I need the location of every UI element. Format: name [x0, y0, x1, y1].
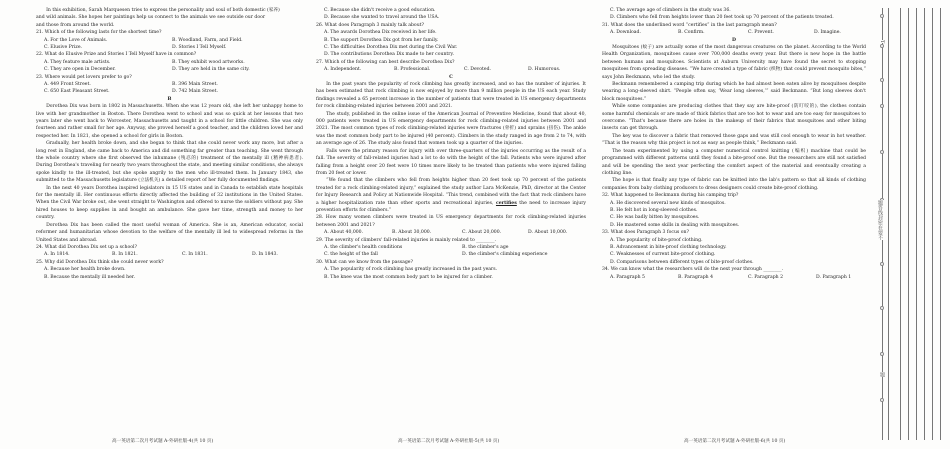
question-32: 32. What happened to Beckmann during his camping trip? [602, 193, 739, 199]
option-29b[interactable]: B. the climber's age [462, 244, 509, 250]
option-30d[interactable]: D. Climbers who fell from heights lower than 20 feet took up 70 percent of the patients treated. [610, 15, 834, 21]
option-33d[interactable]: D. Comparisons between different types of bite-proof clothes. [610, 259, 754, 265]
option-30b[interactable]: B. The knee was the most common body part to be injured for a climber. [324, 274, 493, 280]
binding-hole [880, 14, 884, 18]
seal-line-7 [932, 8, 933, 440]
option-21a[interactable]: A. For the Love of Animals. [44, 37, 108, 43]
question-24-options [36, 251, 303, 258]
passage-b-paragraph-3: In the next 40 years Dorothea inspired legislators in 15 US states and in Canada to establish state hospitals for the mentally ill. Her continuous efforts directly affected the building of 32 institutions in the United States. When the Civil War broke out, she went straight to Washington and offered to nurse the soldiers without pay. She hired houses to keep supplies in and bought an ambulance. She gave her time, strength and money to her country. [36, 185, 303, 221]
passage-b-paragraph-2: Gradually, her health broke down, and she began to think that she could never work any more, but after a long rest in England, she came back to America and did something far greater than teaching. She went through the whole country where she first observed the inhumane (残忍的) treatment of the mentally ill (精神病患者). During Dorothea's traveling for nearly two years throughout the state, and meeting similar conditions, she always spoke kindly to the ill-treated, but she spoke angrily to the men who ill-treated them. In January 1843, she submitted to the Massachusetts legislature (立法机关) a detailed report of her fully documented findings. [36, 141, 303, 184]
option-30c[interactable]: C. The average age of climbers in the study was 36. [610, 8, 731, 13]
column-page-4 [36, 7, 303, 281]
option-21c[interactable]: C. Elusive Prize. [44, 45, 83, 51]
question-28-options [316, 229, 586, 236]
option-25c[interactable]: C. Because she didn't receive a good education. [324, 8, 436, 13]
question-26: 26. What does Paragraph 3 mainly talk about? [316, 22, 424, 28]
option-28b[interactable]: B. About 30,000. [392, 230, 432, 236]
option-24c[interactable]: C. In 1831. [182, 252, 208, 258]
option-22a[interactable]: A. They feature male artists. [44, 59, 111, 65]
passage-d-paragraph-1: Mosquitoes (蚊子) are actually some of the most dangerous creatures on the planet. According to the World Health Organization, mosquitoes cause over 700,000 deaths every year. But there is new hope in the battle between humans and mosquitoes. Scientists at Auburn University may have found the secret to stopping mosquitoes from spreading diseases. “We have created a type of fabric (织物) that could prevent mosquito bites,” says John Beckmann, who led the study. [602, 45, 866, 80]
column-page-6 [602, 7, 866, 281]
option-21b[interactable]: B. Woodland, Farm, and Field. [172, 37, 243, 43]
option-23b[interactable]: B. 396 Main Street. [172, 82, 218, 87]
option-25a[interactable]: A. Because her health broke down. [44, 267, 126, 273]
option-32c[interactable]: C. He was badly bitten by mosquitoes. [610, 215, 700, 221]
question-23-options-row1 [36, 81, 303, 88]
option-33c[interactable]: C. Weaknesses of current bite-proof clothing. [610, 252, 716, 258]
option-28c[interactable]: C. About 20,000. [462, 230, 502, 236]
passage-b-paragraph-4: Dorothea Dix has been called the most useful woman of America. She is an, American educator, social reformer and humanitarian whose devotion to the welfare of the mentally ill led to widespread reforms in the United States and abroad. [36, 222, 303, 243]
option-23a[interactable]: A. 449 Front Street. [44, 82, 91, 87]
binding-mark-top: T [879, 40, 885, 44]
seal-line-5 [916, 8, 917, 440]
option-27a[interactable]: A. Independent. [324, 67, 362, 73]
question-27-options [316, 66, 586, 73]
underlined-word-certifies: certifies [495, 200, 517, 206]
option-27d[interactable]: D. Humorous. [528, 67, 561, 73]
option-28a[interactable]: A. About 40,000. [324, 230, 364, 236]
option-34b[interactable]: B. Paragraph 4 [678, 274, 714, 280]
page-footer-5: 高一英语第二次月考试题 A-外研社版-5(共 10 页) [398, 439, 500, 444]
option-26a[interactable]: A. The awards Dorothea Dix received in her life. [324, 30, 437, 36]
quote-part-2: the need to increase injury prevention efforts for climbers.” [316, 200, 586, 213]
option-25b[interactable]: B. Because the mentally ill needed her. [44, 274, 135, 280]
option-32a[interactable]: A. He discovered several new kinds of mosquitos. [610, 200, 726, 206]
option-34c[interactable]: C. Paragraph 2 [748, 274, 783, 280]
binding-hole [880, 104, 884, 108]
option-31b[interactable]: B. Confirm. [678, 30, 705, 36]
seal-line-8 [940, 8, 941, 440]
option-29c[interactable]: C. the height of the fall [324, 252, 378, 258]
binding-hole [880, 78, 884, 82]
question-29: 29. The severity of climbers' fall-related injuries is mainly related to ________. [316, 237, 497, 243]
column-page-5 [316, 7, 586, 281]
seal-line-4 [908, 8, 909, 440]
option-26c[interactable]: C. The difficulties Dorothea Dix met during the Civil War. [324, 45, 458, 51]
option-30a[interactable]: A. The popularity of rock climbing has greatly increased in the past years. [324, 267, 498, 273]
question-30: 30. What can we know from the passage? [316, 259, 413, 265]
intro-line-2: and wild animals. She hopes her paintings help us connect to the animals we see outside our door [36, 15, 266, 21]
page-footer-6: 高一英语第二次月考试题 A-外研社版-6(共 10 页) [684, 439, 786, 444]
question-31-options [602, 29, 866, 36]
option-26d[interactable]: D. The contributions Dorothea Dix made to her country. [324, 52, 454, 58]
option-22b[interactable]: B. They exhibit wood artworks. [172, 59, 245, 65]
question-23: 23. Where would pet lovers prefer to go? [36, 74, 132, 80]
passage-d-paragraph-3: While some companies are producing clothes that they say are bite-proof (防叮咬的), the clothes contain some harmful chemicals or are made of thick fabrics that are too hot to wear and are too easy for mosquitoes to overcome. “That's because there are holes in the makeup of their fabrics that mosquitoes and other biting insects can get through. [602, 104, 866, 132]
option-24a[interactable]: A. In 1814. [44, 252, 70, 258]
question-21-options-row1 [36, 37, 303, 44]
section-d-heading: D [732, 37, 736, 43]
passage-d-paragraph-5: The team experimented by using a computer numerical control knitting (编织) machine that could be programmed with different patterns until they found a bite-proof one. But the researchers are still not satisfied and will be spending the next year perfecting the comfort aspect of the material and eventually creating a clothing line. [602, 148, 866, 176]
question-24: 24. What did Dorothea Dix set up a school? [36, 244, 137, 250]
binding-hole [880, 150, 884, 154]
option-23c[interactable]: C. 650 East Pleasant Street. [44, 89, 110, 95]
seal-line-3 [900, 8, 901, 440]
passage-c-paragraph-2: The study, published in the online issue of the American Journal of Preventive Medicine, found that about 40, 000 patients were treated in US emergency departments for rock climbing-related injuries between 2001 and 2021. The most common types of rock climbing-related injuries were fractures (骨折) and sprains (扭伤). The ankle was the most common body part to be injured (40 percent). Climbers in the study ranged in age from 2 to 74, with an average age of 26. The study also found that women took up a quarter of the injuries. [316, 111, 586, 147]
question-21-options-row2 [36, 44, 303, 51]
option-31a[interactable]: A. Download. [610, 30, 641, 36]
option-32d[interactable]: D. He mastered some skills in dealing with mosquitoes. [610, 222, 740, 228]
question-29-options-row2 [316, 251, 586, 258]
passage-b-paragraph-1: Dorothea Dix was born in 1802 in Massachusetts. When she was 12 years old, she left her unhappy home to live with her grandmother in Boston. There Dorothea went to school and was so quick at her lessons that two years later she went back to Worcester, Massachusetts and taught in a school for little children. She was only fourteen and rather small for her age. Anyway, she proved herself a good teacher, and the children loved her and respected her. In 1821, she opened a school for girls in Boston. [36, 104, 303, 139]
option-34d[interactable]: D. Paragraph 1 [816, 274, 852, 280]
binding-hole [880, 352, 884, 356]
passage-d-paragraph-2: Beckmann remembered a camping trip during which he had almost been eaten alive by mosquitoes despite wearing a long-sleeved shirt. “People often say, ‘Wear long sleeves,’” said Beckmann. “But long sleeves don't block mosquitoes.” [602, 82, 866, 102]
option-33b[interactable]: B. Advancement in bite-proof clothing technology. [610, 244, 727, 250]
question-22: 22. What do Elusive Prize and Stories I Tell Myself have in common? [36, 52, 197, 58]
option-34a[interactable]: A. Paragraph 5 [610, 274, 645, 280]
passage-c-paragraph-4 [316, 177, 586, 214]
question-33: 33. What does Paragraph 3 focus on? [602, 230, 689, 236]
section-c-heading: C [449, 74, 453, 80]
question-22-options-row2 [36, 66, 303, 73]
option-29d[interactable]: D. the climber's climbing experience [462, 252, 548, 258]
passage-d-paragraph-6: The hope is that finally any type of fabric can be knitted into the lab's pattern so that all kinds of clothing companies from baby clothing producers to dress designers could create bite-proof clothing. [602, 178, 866, 191]
option-23d[interactable]: D. 742 Main Street. [172, 89, 218, 95]
option-28d[interactable]: D. About 10,000. [528, 230, 568, 236]
option-27b[interactable]: B. Professional. [394, 67, 431, 73]
quote-part-1: “We found that the climbers who fell from heights higher than 20 feet took up 70 percent of the patients treated for a rock climbing-related injury,” explained the study author Lara McKenzie, PhD, director at the Center for Injury Research and Policy at Nationwide Hospital. “This trend, combined with the fact that rock climbers have a higher hospitalization rate than other sports and recreational injuries, [316, 178, 586, 206]
option-24d[interactable]: D. In 1843. [252, 252, 278, 258]
option-31d[interactable]: D. Imagine. [814, 30, 841, 36]
question-25: 25. Why did Dorothea Dix think she could never work? [36, 259, 164, 265]
option-27c[interactable]: C. Devoted. [464, 67, 491, 73]
seal-line-2 [888, 8, 889, 440]
option-31c[interactable]: C. Prevent. [748, 30, 774, 36]
question-34-options [602, 274, 866, 281]
passage-c-paragraph-1: In the past years the popularity of rock climbing has greatly increased, and so has the number of injuries. It has been estimated that rock climbing is now enjoyed by more than 9 million people in the US each year. Study findings revealed a 65 percent increase in the number of patients that were treated in US emergency departments for rock climbing-related injuries between 2001 and 2021. [316, 82, 586, 110]
option-24b[interactable]: B. In 1821. [112, 252, 138, 258]
option-22c[interactable]: C. They are open in December. [44, 67, 116, 73]
question-21: 21. Which of the following lasts for the shortest time? [36, 30, 162, 36]
binding-margin [874, 0, 950, 449]
passage-c-paragraph-3: Falls were the primary reason for injury with over three-quarters of the injuries occurring as the result of a fall. The severity of fall-related injuries had a lot to do with the height of the fall. Patients who were injured after falling from a height over 20 feet were 10 times more likely to be treated than patients who were injured falling from 20 feet or lower. [316, 148, 586, 176]
question-34: 34. We can know what the researchers will do the next year through ________. [602, 267, 784, 273]
question-27: 27. Which of the following can best describe Dorothea Dix? [316, 59, 455, 65]
question-23-options-row2 [36, 88, 303, 95]
option-32b[interactable]: B. He felt hot in long-sleeved clothes. [610, 207, 698, 213]
binding-hole [880, 306, 884, 310]
page-footer-4: 高一英语第二次月考试题 A-外研社版-4(共 10 页) [112, 439, 214, 444]
question-31: 31. What does the underlined word “certifies” in the last paragraph mean? [602, 22, 777, 28]
seal-instruction: 题答线封密在要不 [877, 200, 883, 240]
section-b-heading: B [167, 96, 172, 102]
intro-line-3: and those from around the world. [36, 22, 115, 28]
binding-hole [880, 44, 884, 48]
option-25d[interactable]: D. Because she wanted to travel around the USA. [324, 15, 440, 21]
binding-hole [880, 262, 884, 266]
option-22d[interactable]: D. They are held in the same city. [172, 67, 250, 73]
option-29a[interactable]: A. the climber's health conditions [324, 244, 403, 250]
passage-d-paragraph-4: The key was to discover a fabric that removed those gaps and was still cool enough to wear in hot weather. “That is the reason why this project is not as easy as people think,” Beckmann said. [602, 133, 866, 147]
option-33a[interactable]: A. The popularity of bite-proof clothing. [610, 237, 703, 243]
option-26b[interactable]: B. The support Dorothea Dix got from her family. [324, 37, 439, 43]
binding-hole [880, 398, 884, 402]
intro-line-1: In this exhibition, Sarah Marquesen tries to express the personality and soul of both domestic (家养) [46, 8, 280, 13]
question-28: 28. How many women climbers were treated in US emergency departments for rock climbing-related injuries between 2001 and 2021? [316, 215, 586, 228]
seal-line-6 [924, 8, 925, 440]
option-21d[interactable]: D. Stories I Tell Myself. [172, 45, 227, 51]
binding-mark-bottom: 题 [879, 372, 885, 377]
question-22-options-row1 [36, 59, 303, 66]
question-29-options-row1 [316, 244, 586, 251]
